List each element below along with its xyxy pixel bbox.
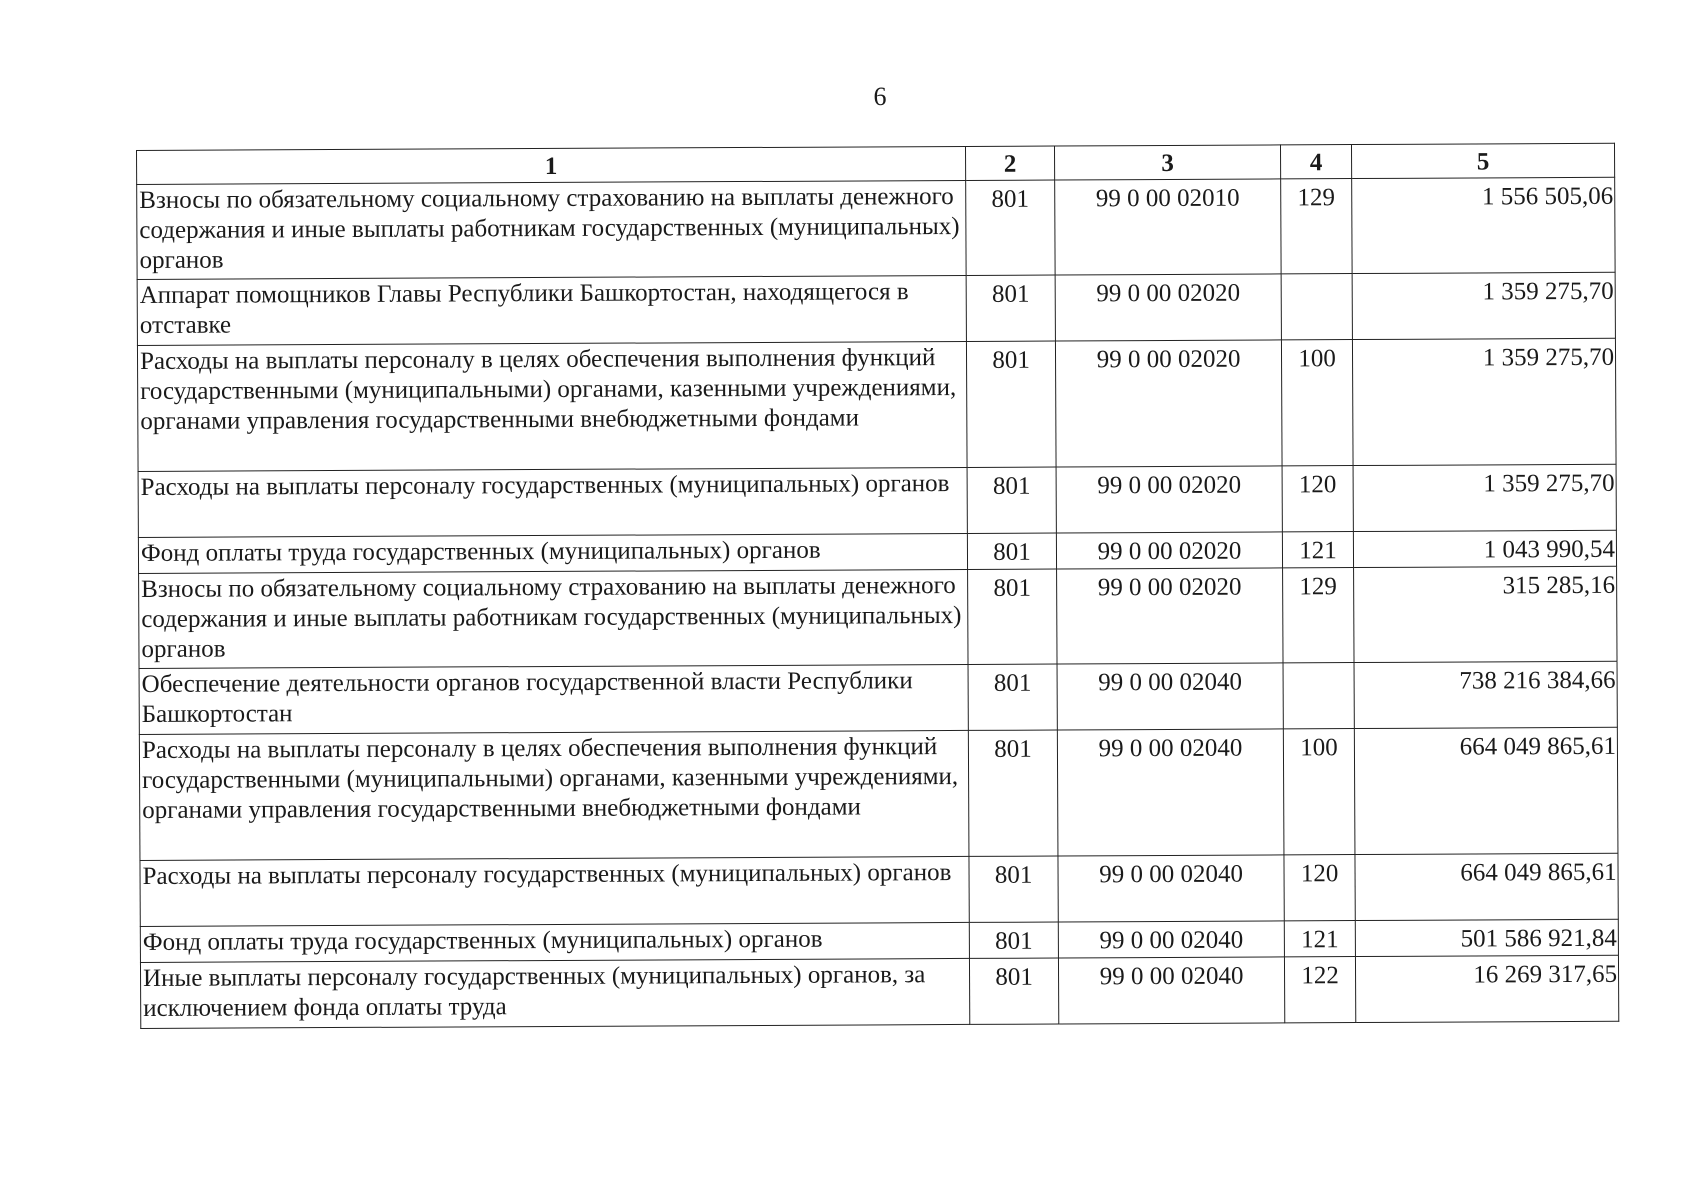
cell-amount: 738 216 384,66 [1354, 661, 1617, 728]
cell-type: 100 [1283, 729, 1355, 855]
cell-type: 129 [1283, 568, 1354, 663]
cell-code: 801 [968, 730, 1058, 856]
cell-name: Расходы на выплаты персоналу в целях обеспечения выполнения функций государственными (муниципальными) органами, казенными учреждениями, органами управления государственными внебюджетными фондами [139, 730, 969, 860]
cell-name: Взносы по обязательному социальному страхованию на выплаты денежного содержания и иные выплаты работникам государственных (муниципальных) органов [137, 180, 966, 279]
cell-code: 801 [967, 467, 1056, 533]
page-number: 6 [873, 82, 887, 111]
cell-name: Расходы на выплаты персоналу государственных (муниципальных) органов [138, 467, 967, 537]
cell-name: Фонд оплаты труда государственных (муниципальных) органов [138, 533, 967, 573]
cell-amount: 664 049 865,61 [1355, 853, 1618, 920]
cell-target: 99 0 00 02010 [1055, 179, 1281, 275]
cell-target: 99 0 00 02040 [1057, 729, 1284, 856]
table-row [139, 566, 1617, 668]
cell-target: 99 0 00 02040 [1058, 957, 1284, 1024]
cell-type: 120 [1282, 466, 1353, 532]
table-row [137, 272, 1615, 345]
cell-amount: 315 285,16 [1354, 566, 1617, 662]
cell-target: 99 0 00 02020 [1055, 340, 1282, 467]
cell-code: 801 [966, 275, 1055, 341]
cell-name: Иные выплаты персоналу государственных (муниципальных) органов, за исключением фонда оплаты труда [140, 958, 969, 1028]
cell-target: 99 0 00 02020 [1056, 532, 1282, 569]
cell-type: 122 [1284, 957, 1355, 1023]
column-header-name: 1 [137, 146, 966, 184]
cell-type: 121 [1284, 921, 1355, 957]
column-header-amount: 5 [1351, 143, 1614, 178]
cell-amount: 1 359 275,70 [1352, 338, 1616, 465]
cell-name: Расходы на выплаты персоналу в целях обеспечения выполнения функций государственными (муниципальными) органами, казенными учреждениями, органами управления государственными внебюджетными фондами [137, 341, 967, 471]
table-body [137, 177, 1619, 1028]
cell-code: 801 [969, 922, 1058, 958]
cell-code: 801 [966, 341, 1056, 467]
budget-table [136, 143, 1619, 1029]
cell-amount: 1 359 275,70 [1353, 464, 1616, 531]
cell-amount: 501 586 921,84 [1355, 919, 1618, 956]
cell-type [1281, 274, 1352, 340]
cell-name: Фонд оплаты труда государственных (муниципальных) органов [140, 922, 969, 962]
cell-code: 801 [967, 533, 1056, 569]
cell-target: 99 0 00 02040 [1058, 921, 1284, 958]
cell-name: Обеспечение деятельности органов государственной власти Республики Башкортостан [139, 664, 968, 734]
cell-target: 99 0 00 02040 [1058, 855, 1284, 922]
cell-code: 801 [968, 664, 1057, 730]
cell-code: 801 [969, 856, 1058, 922]
table-row [140, 853, 1618, 926]
cell-target: 99 0 00 02020 [1057, 568, 1283, 664]
cell-target: 99 0 00 02020 [1056, 466, 1282, 533]
cell-amount: 1 043 990,54 [1353, 530, 1616, 567]
column-header-type: 4 [1280, 145, 1351, 179]
cell-type: 129 [1281, 179, 1352, 274]
table-row [138, 464, 1616, 537]
cell-amount: 16 269 317,65 [1355, 955, 1618, 1022]
cell-code: 801 [969, 958, 1058, 1024]
cell-type: 120 [1284, 855, 1355, 921]
column-header-target: 3 [1054, 145, 1280, 180]
cell-code: 801 [968, 569, 1057, 664]
table-row [137, 338, 1616, 471]
cell-type [1283, 663, 1354, 729]
cell-name: Аппарат помощников Главы Республики Башкортостан, находящегося в отставке [137, 275, 966, 345]
cell-amount: 1 359 275,70 [1352, 272, 1615, 339]
table-row [139, 727, 1618, 860]
table-row [140, 955, 1618, 1028]
cell-name: Взносы по обязательному социальному страхованию на выплаты денежного содержания и иные выплаты работникам государственных (муниципальных) органов [139, 569, 968, 668]
cell-type: 100 [1281, 340, 1353, 466]
cell-type: 121 [1282, 532, 1353, 568]
cell-target: 99 0 00 02020 [1055, 274, 1281, 341]
cell-target: 99 0 00 02040 [1057, 663, 1283, 730]
cell-name: Расходы на выплаты персоналу государственных (муниципальных) органов [140, 856, 969, 926]
table-row [139, 661, 1617, 734]
table-row [137, 177, 1615, 279]
cell-amount: 664 049 865,61 [1354, 727, 1618, 854]
cell-code: 801 [966, 180, 1055, 275]
cell-amount: 1 556 505,06 [1352, 177, 1615, 273]
column-header-code: 2 [965, 146, 1054, 180]
